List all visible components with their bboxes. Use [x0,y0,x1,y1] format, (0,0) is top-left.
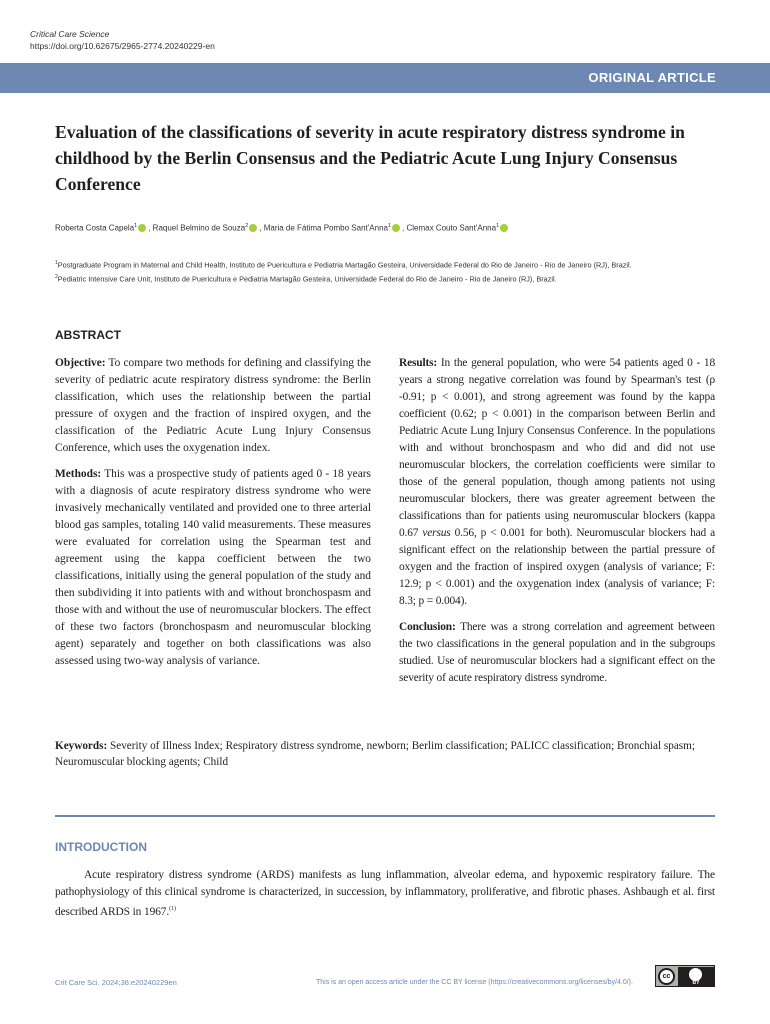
journal-header [30,28,215,52]
methods-label: Methods: [55,468,102,480]
section-divider [55,815,715,817]
keywords [55,738,717,770]
author-separator: , [402,223,407,233]
orcid-icon[interactable] [138,224,146,232]
affiliation-text: Postgraduate Program in Maternal and Child Health, Instituto de Puericultura e Pediatria Martagão Gesteira, Universidade Federal do Rio de Janeiro - Rio de Janeiro (RJ), Brazil. [57,260,632,270]
orcid-icon[interactable] [392,224,400,232]
citation-reference[interactable]: (1) [169,906,176,912]
objective-text: To compare two methods for defining and classifying the severity of pediatric acute respiratory distress syndrome: the Berlin classification, which uses the relationship between the partial pressure of oxygen and the fraction of inspired oxygen, and the classification of the Pediatric Acute Lung Injury Consensus Conference, which uses the oxygenation index. [55,357,371,454]
article-type-banner [0,63,770,93]
creative-commons-icon: cc [658,968,675,985]
affiliation-item [55,271,725,285]
abstract-methods [55,466,371,670]
affiliation-text: Pediatric Intensive Care Unit, Instituto de Puericultura e Pediatria Martagão Gesteira, Universidade Federal do Rio de Janeiro - Rio de Janeiro (RJ), Brazil. [57,274,557,284]
footer-license[interactable]: This is an open access article under the CC BY license (https://creativecommons.org/licenses/by/4.0/). [316,979,633,986]
objective-label: Objective: [55,357,106,369]
keywords-label: Keywords: [55,740,108,752]
introduction-paragraph [55,867,715,921]
author-affiliation-ref: 1 [134,223,138,229]
orcid-icon[interactable] [249,224,257,232]
author-separator: , [148,223,153,233]
affiliation-number: 1 [55,260,58,266]
affiliation-number: 2 [55,274,58,281]
article-title: Evaluation of the classifications of severity in acute respiratory distress syndrome in childhood by the Berlin Consensus and the Pediatric Acute Lung Injury Consensus Conference [55,122,685,194]
results-label: Results: [399,357,438,369]
methods-text: This was a prospective study of patients aged 0 - 18 years with a diagnosis of acute respiratory distress syndrome who were invasively mechanically ventilated and provided one to three arterial blood gas samples, totaling 140 valid measurements. These measures were evaluated for correlation using the Spearman test and agreement using the kappa coefficient between the two classifications, initially using the general population of the study and then subdividing it into patients with and without bronchospasm and those with and without the use of neuromuscular blockers. The effect of these two factors (bronchospasm and neuromuscular blocking agent) separately and together on both classifications was also assessed using two-way analysis of variance. [55,468,371,667]
author-name: Maria de Fátima Pombo Sant'Anna [263,223,388,233]
affiliation-item [55,257,725,271]
abstract-results [399,355,715,610]
abstract-left-column [55,355,371,679]
footer-citation: Crit Care Sci. 2024;36:e20240229en [55,978,177,987]
journal-name: Critical Care Science [30,29,110,39]
orcid-icon[interactable] [500,224,508,232]
introduction-heading: INTRODUCTION [55,840,147,854]
article-type-label: ORIGINAL ARTICLE [588,70,716,85]
abstract-conclusion [399,619,715,687]
conclusion-label: Conclusion: [399,621,456,633]
author-name: Clemax Couto Sant'Anna [406,223,497,233]
results-text-continued: 0.56, p < 0.001 for both). Neuromuscular blockers had a significant effect on the relationship between the partial pressure of oxygen and the fraction of inspired oxygen (analysis of variance; F: 12.9; p < 0.001) and the oxygenation index (analysis of variance; F: 8.3; p = 0.004). [399,527,715,607]
introduction-text: Acute respiratory distress syndrome (ARDS) manifests as lung inflammation, alveolar edema, and hypoxemic respiratory failure. The pathophysiology of this clinical syndrome is characterized, in succession, by inflammatory, proliferative, and fibrotic phases. Ashbaugh et al. first described ARDS in 1967. [55,869,715,918]
author-separator: , [259,223,264,233]
keywords-text: Severity of Illness Index; Respiratory distress syndrome, newborn; Berlim classification; PALICC classification; Bronchial spasm; Neuromuscular blocking agents; Child [55,740,695,768]
author-list [55,220,725,235]
by-label: BY [692,980,700,986]
cc-by-license-badge[interactable] [655,965,715,987]
author-affiliation-ref: 1 [387,223,392,229]
author-name: Raquel Belmino de Souza [152,223,246,233]
affiliations [55,257,725,286]
author-name: Roberta Costa Capela [55,223,135,233]
doi-link[interactable]: https://doi.org/10.62675/2965-2774.20240229-en [30,41,215,51]
conclusion-text: There was a strong correlation and agreement between the two classifications in the general population and in the subgroups studied. Use of neuromuscular blockers had a significant effect on the severity of acute respiratory distress syndrome. [399,621,715,684]
abstract-heading: ABSTRACT [55,328,121,342]
author-affiliation-ref: 2 [245,223,249,229]
results-versus: versus [422,527,451,539]
abstract-right-column [399,355,715,696]
abstract-objective [55,355,371,457]
author-affiliation-ref: 1 [496,223,500,229]
results-text: In the general population, who were 54 patients aged 0 - 18 years a strong negative correlation was found by Spearman's test (ρ -0.91; p < 0.001), and strong agreement was found by the kappa coefficient (0.62; p < 0.001) in the comparison between Berlin and Pediatric Acute Lung Injury Consensus Conference. In the populations with and without bronchospasm and who did and did not use neuromuscular blockers, the correlation coefficients were similar to those of the general population, though among patients not using neuromuscular blockers, there was greater agreement between the classifications than for patients using neuromuscular blockers (kappa 0.67 [399,357,715,539]
attribution-block [678,967,714,986]
